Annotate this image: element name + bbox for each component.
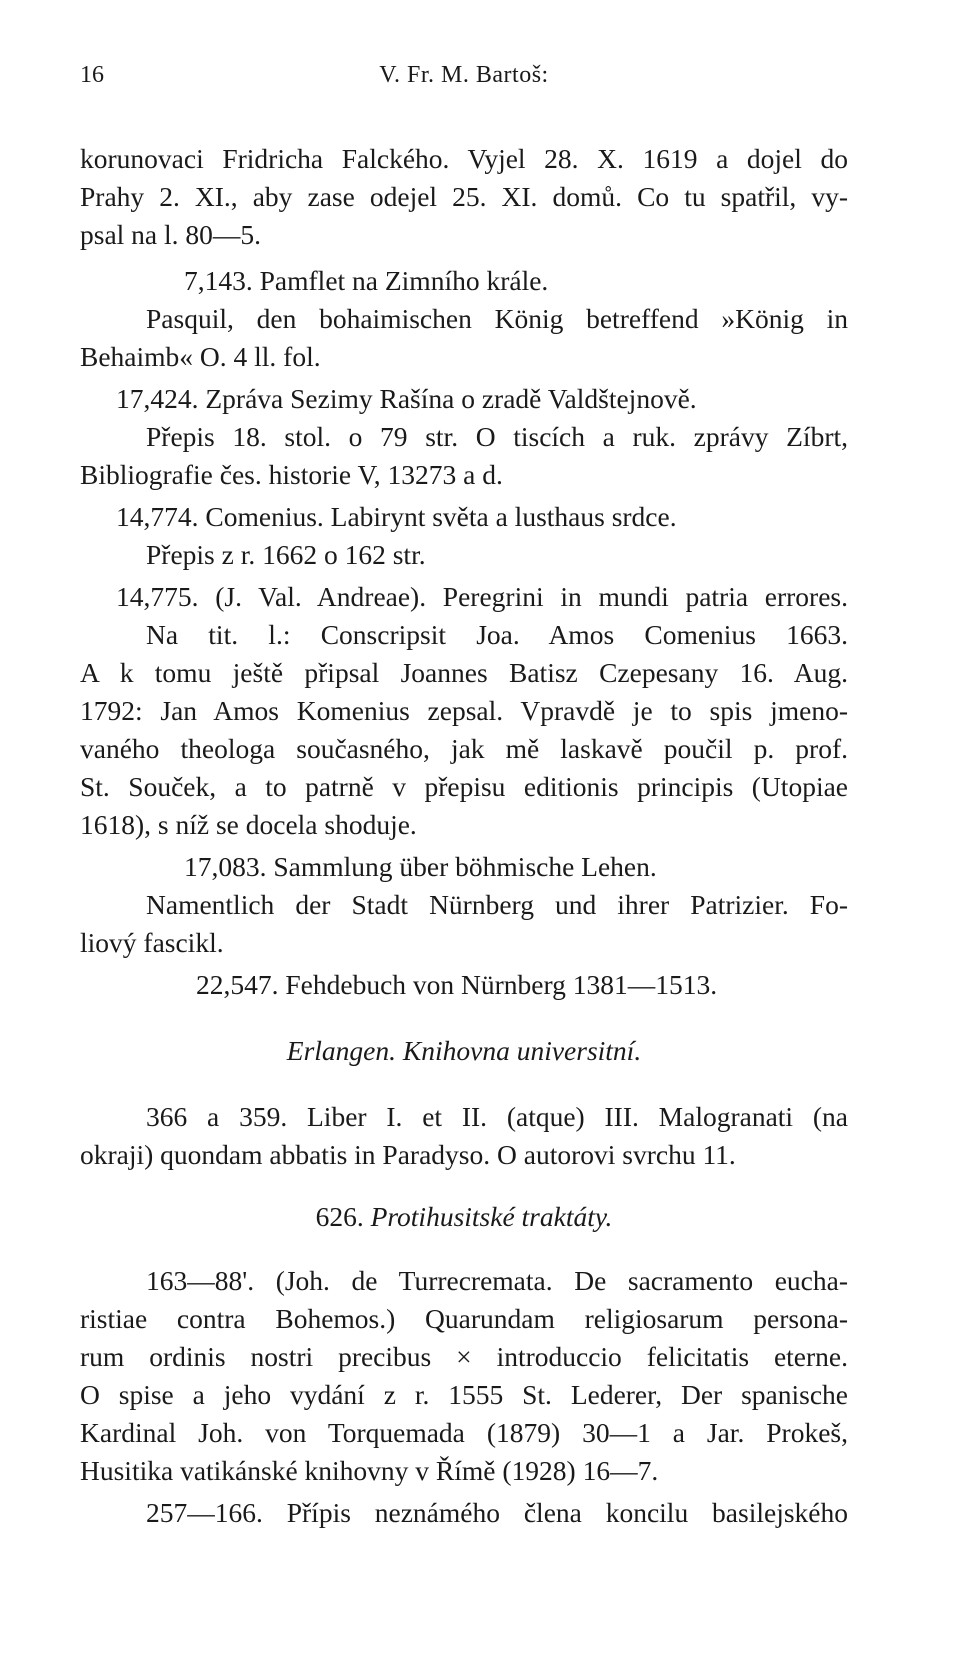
text-line: Husitika vatikánské knihovny v Římě (1928) 16—7. <box>80 1455 659 1486</box>
subsection-number: 626. <box>315 1201 364 1232</box>
text-line: O spise a jeho vydání z r. 1555 St. Lederer, Der spanische <box>80 1379 848 1410</box>
text-line: Na tit. l.: Conscripsit Joa. Amos Comenius 1663. <box>146 619 848 650</box>
text-line: rum ordinis nostri precibus × introduccio felicitatis eterne. <box>80 1341 848 1372</box>
subsection-heading <box>80 1198 848 1236</box>
text-line: okraji) quondam abbatis in Paradyso. O autorovi svrchu 11. <box>80 1139 736 1170</box>
text-line: 7,143. Pamflet na Zimního krále. <box>184 265 549 296</box>
text-line: ristiae contra Bohemos.) Quarundam religiosarum persona- <box>80 1303 848 1334</box>
text-line: A k tomu ještě připsal Joannes Batisz Czepesany 16. Aug. <box>80 657 848 688</box>
text-line: liový fascikl. <box>80 927 224 958</box>
text-line: psal na l. 80—5. <box>80 219 262 250</box>
section-heading-text: Erlangen. Knihovna universitní. <box>286 1035 642 1066</box>
text-line: Behaimb« O. 4 ll. fol. <box>80 341 321 372</box>
text-line: 1792: Jan Amos Komenius zepsal. Vpravdě je to spis jmeno- <box>80 695 848 726</box>
text-line: Namentlich der Stadt Nürnberg und ihrer Patrizier. Fo- <box>146 889 848 920</box>
text-line: 1618), s níž se docela shoduje. <box>80 809 417 840</box>
text-line: Prahy 2. XI., aby zase odejel 25. XI. domů. Co tu spatřil, vy- <box>80 181 848 212</box>
text-line: Bibliografie čes. historie V, 13273 a d. <box>80 459 503 490</box>
page-number: 16 <box>80 62 104 88</box>
subsection-title: Protihusitské traktáty. <box>370 1201 613 1232</box>
text-line: korunovaci Fridricha Falckého. Vyjel 28. X. 1619 a dojel do <box>80 143 848 174</box>
text-line: St. Souček, a to patrně v přepisu editionis principis (Utopiae <box>80 771 848 802</box>
text-line: 366 a 359. Liber I. et II. (atque) III. Malogranati (na <box>146 1101 848 1132</box>
text-line: Přepis z r. 1662 o 162 str. <box>146 539 426 570</box>
text-line: 14,774. Comenius. Labirynt světa a lusthaus srdce. <box>116 501 677 532</box>
section-heading <box>80 1032 848 1070</box>
text-line: 257—166. Přípis neznámého člena koncilu basilejského <box>146 1497 848 1528</box>
text-line: 17,083. Sammlung über böhmische Lehen. <box>184 851 657 882</box>
text-line: Kardinal Joh. von Torquemada (1879) 30—1 a Jar. Prokeš, <box>80 1417 848 1448</box>
text-line: 17,424. Zpráva Sezimy Rašína o zradě Valdštejnově. <box>116 383 697 414</box>
text-line: Pasquil, den bohaimischen König betreffend »König in <box>146 303 848 334</box>
text-line: 14,775. (J. Val. Andreae). Peregrini in mundi patria errores. <box>116 581 848 612</box>
text-line: vaného theologa současného, jak mě laskavě poučil p. prof. <box>80 733 848 764</box>
page-header <box>80 62 848 98</box>
text-line: 163—88'. (Joh. de Turrecremata. De sacramento eucha- <box>146 1265 848 1296</box>
text-line: 22,547. Fehdebuch von Nürnberg 1381—1513. <box>196 969 718 1000</box>
text-line: Přepis 18. stol. o 79 str. O tiscích a ruk. zprávy Zíbrt, <box>146 421 848 452</box>
running-head: V. Fr. M. Bartoš: <box>379 62 549 88</box>
